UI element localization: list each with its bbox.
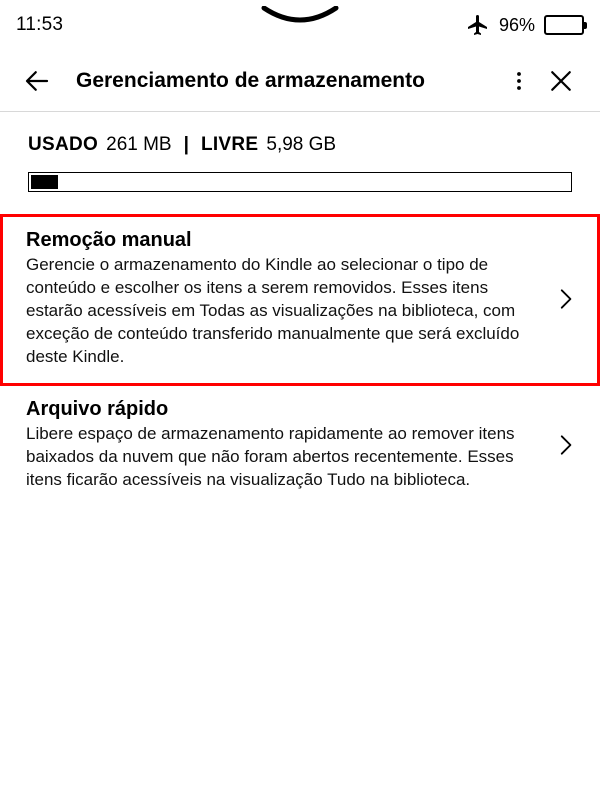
status-time: 11:53 [16, 14, 64, 35]
free-value: 5,98 GB [266, 134, 337, 155]
option-quick-archive[interactable] [0, 386, 600, 506]
camera-notch-icon [260, 6, 340, 28]
option-manual-removal-description: Gerencie o armazenamento do Kindle ao selecionar o tipo de conteúdo e escolher os itens a serem removidos. Esses itens estarão acessíveis em Todas as visualizações na biblioteca, com exceção de conteúdo transferido manualmente que será excluído deste Kindle. [26, 255, 520, 366]
app-header [0, 50, 600, 112]
option-quick-archive-title: Arquivo rápido [26, 397, 169, 420]
option-quick-archive-description: Libere espaço de armazenamento rapidamente ao remover itens baixados da nuvem que não foram abertos recentemente. Esses itens ficarão acessíveis na visualização Tudo na biblioteca. [26, 423, 515, 489]
storage-summary [0, 112, 600, 156]
arrow-left-icon [22, 66, 52, 96]
battery-percent-label: 96% [498, 14, 535, 35]
chevron-right-icon [552, 282, 578, 316]
close-icon [546, 66, 576, 96]
battery-icon [544, 15, 584, 35]
used-value: 261 MB [106, 134, 172, 155]
free-label: LIVRE [200, 134, 259, 155]
storage-usage-fill [31, 175, 58, 189]
back-button[interactable] [16, 60, 58, 102]
option-manual-removal-chevron[interactable] [548, 282, 582, 316]
summary-separator: | [183, 134, 189, 155]
airplane-icon [466, 13, 490, 37]
page-title: Gerenciamento de armazenamento [76, 68, 425, 92]
status-indicators [466, 13, 584, 37]
option-manual-removal[interactable] [0, 214, 600, 386]
option-manual-removal-title: Remoção manual [26, 229, 192, 251]
close-button[interactable] [540, 60, 582, 102]
overflow-menu-button[interactable] [498, 60, 540, 102]
status-bar [0, 0, 600, 50]
more-vertical-icon [507, 69, 531, 93]
storage-usage-bar [28, 172, 572, 192]
chevron-right-icon [552, 428, 578, 462]
options-list [0, 214, 600, 506]
option-quick-archive-chevron[interactable] [548, 428, 582, 462]
used-label: USADO [28, 134, 99, 155]
option-quick-archive-text [26, 398, 548, 492]
option-manual-removal-text [26, 229, 548, 369]
